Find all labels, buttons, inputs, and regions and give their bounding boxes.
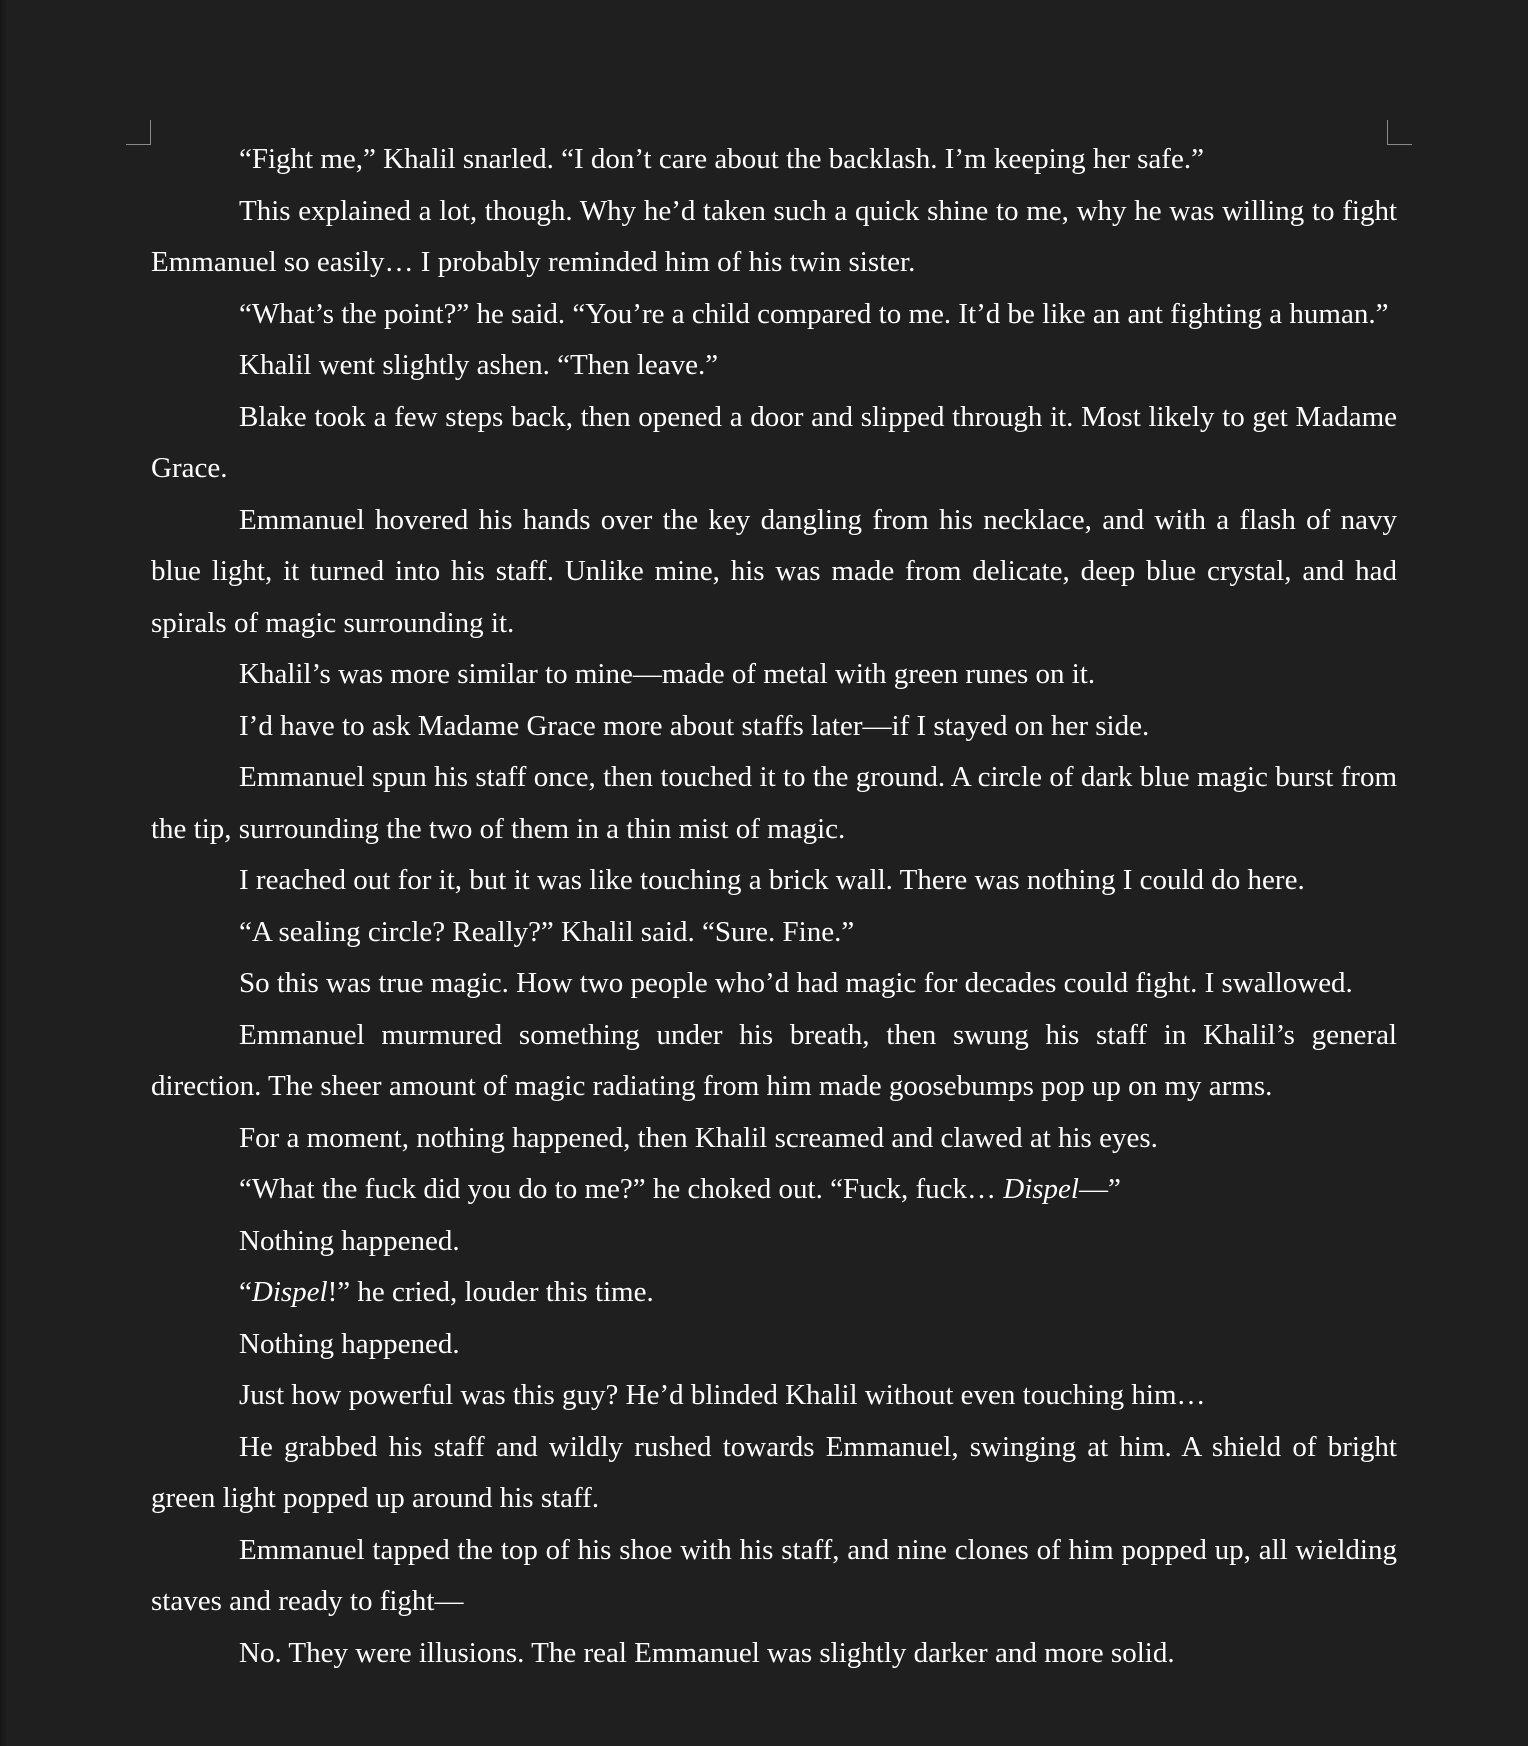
paragraph: So this was true magic. How two people who’d had magic for decades could fight. I swallowed. [239,967,1353,999]
italic-text: Dispel [1003,1173,1079,1205]
paragraph: This explained a lot, though. Why he’d taken such a quick shine to me, why he was willing to fight Emmanuel so easily… I probably reminded him of his twin sister. [151,194,1397,278]
paragraph: Emmanuel murmured something under his breath, then swung his staff in Khalil’s general direction. The sheer amount of magic radiating from him made goosebumps pop up on my arms. [151,1018,1397,1102]
window-edge [0,0,8,1746]
paragraph: Khalil’s was more similar to mine—made of metal with green runes on it. [239,658,1096,690]
paragraph: He grabbed his staff and wildly rushed towards Emmanuel, swinging at him. A shield of bright green light popped up around his staff. [151,1430,1397,1514]
paragraph: Nothing happened. [239,1224,460,1257]
document-page[interactable] [8,0,1528,1746]
paragraph: I’d have to ask Madame Grace more about staffs later—if I stayed on her side. [239,709,1150,742]
paragraph: Khalil went slightly ashen. “Then leave.” [239,349,719,381]
paragraph: For a moment, nothing happened, then Khalil screamed and clawed at his eyes. [239,1121,1158,1154]
italic-text: Dispel [251,1276,328,1308]
paragraph: “A sealing circle? Really?” Khalil said. “Sure. Fine.” [239,915,855,948]
paragraph: Nothing happened. [239,1327,460,1360]
margin-corner-mark-left [126,120,151,145]
paragraph: “What’s the point?” he said. “You’re a child compared to me. It’d be like an ant fighting a human.” [239,297,1389,330]
paragraph: Emmanuel tapped the top of his shoe with his staff, and nine clones of him popped up, all wielding staves and ready to fight— [151,1533,1397,1617]
paragraph: Blake took a few steps back, then opened a door and slipped through it. Most likely to get Madame Grace. [151,400,1397,484]
paragraph: Just how powerful was this guy? He’d blinded Khalil without even touching him… [239,1379,1206,1411]
paragraph: I reached out for it, but it was like touching a brick wall. There was nothing I could do here. [239,864,1305,896]
paragraph: “What the fuck did you do to me?” he choked out. “Fuck, fuck… Dispel—” [239,1173,1121,1205]
paragraph: No. They were illusions. The real Emmanuel was slightly darker and more solid. [239,1636,1175,1669]
document-body[interactable] [151,134,1397,1679]
paragraph: Emmanuel spun his staff once, then touched it to the ground. A circle of dark blue magic burst from the tip, surrounding the two of them in a thin mist of magic. [151,761,1397,845]
paragraph: “Fight me,” Khalil snarled. “I don’t care about the backlash. I’m keeping her safe.” [239,143,1204,175]
paragraph: Emmanuel hovered his hands over the key dangling from his necklace, and with a flash of navy blue light, it turned into his staff. Unlike mine, his was made from delicate, deep blue crystal, and had spirals of magic surrounding it. [151,503,1397,639]
paragraph: “Dispel!” he cried, louder this time. [239,1276,654,1308]
